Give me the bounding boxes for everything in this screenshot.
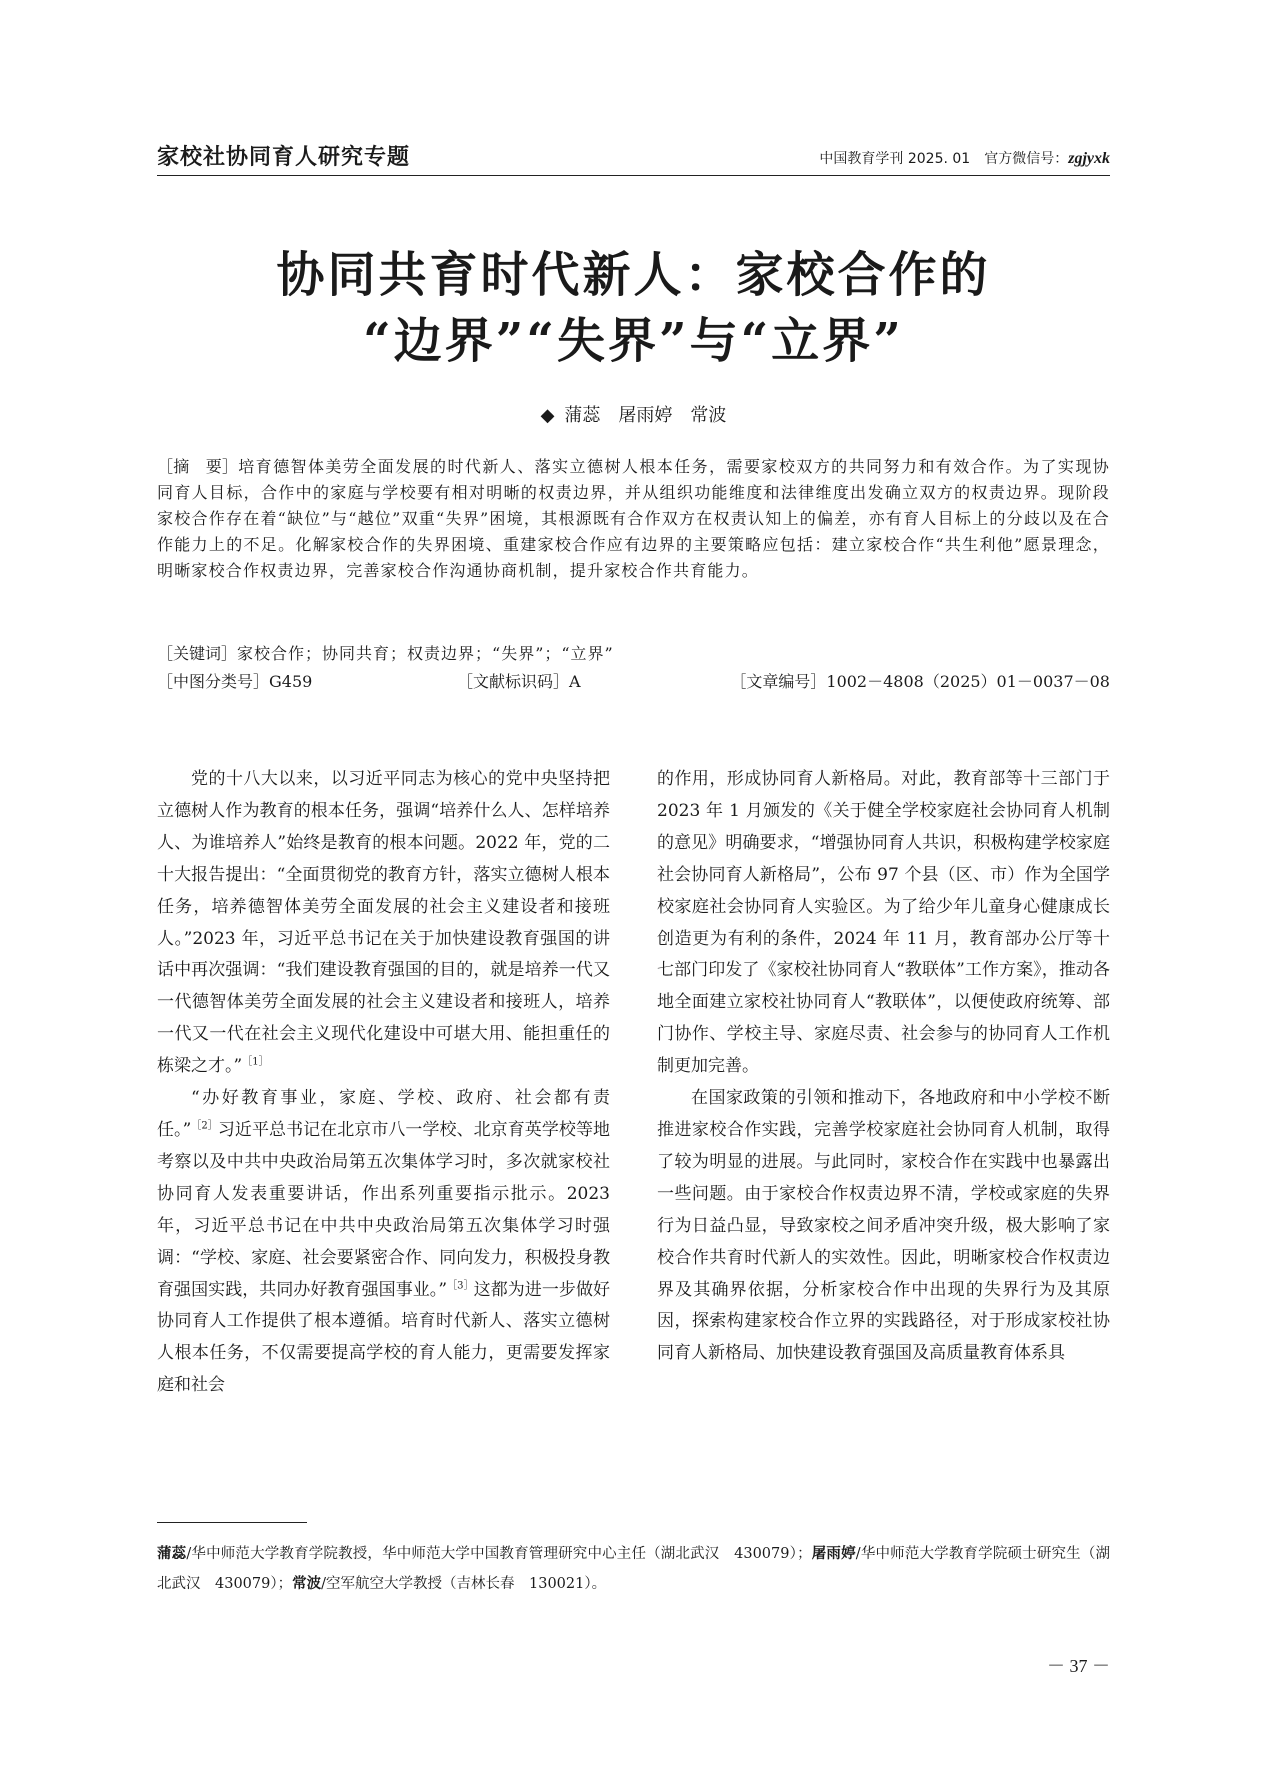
page-number: － 37 －: [1047, 1656, 1110, 1676]
clc-value: G459: [269, 672, 313, 691]
journal-issue: 中国教育学刊 2025. 01 官方微信号：: [819, 151, 1069, 167]
footnote-rule: [157, 1522, 307, 1523]
journal-info: [819, 149, 1110, 169]
paragraph-text: “办好教育事业，家庭、学校、政府、社会都有责任。”: [157, 1088, 610, 1140]
author-line: [157, 403, 1110, 429]
article-value: 1002－4808（2025）01－0037－08: [826, 672, 1110, 691]
footnote-author: 蒲蕊: [157, 1546, 187, 1562]
article-label: ［文章编号］: [730, 672, 827, 691]
keywords-text: 家校合作；协同共育；权责边界；“失界”；“立界”: [237, 644, 614, 663]
header-rule: [157, 175, 1110, 176]
title-line-2: “边界”“失界”与“立界”: [363, 313, 904, 369]
body-paragraph: [157, 1083, 610, 1402]
paper-page: [157, 0, 1110, 1772]
section-title: 家校社协同育人研究专题: [157, 145, 411, 170]
footnote-affiliation: /华中师范大学教育学院教授，华中师范大学中国教育管理研究中心主任（湖北武汉 430079）；: [186, 1546, 812, 1562]
paragraph-text: 习近平总书记在北京市八一学校、北京育英学校等地考察以及中共中央政治局第五次集体学习时，多次就家校社协同育人发表重要讲话，作出系列重要指示批示。2023 年，习近平总书记在中共中央政治局第五次集体学习时强调：“学校、家庭、社会要紧密合作、同向发力，积极投身教育强国实践，共同办好教育强国事业。”: [157, 1119, 610, 1300]
body-paragraph: [157, 764, 610, 1083]
author-footnote: [157, 1539, 1110, 1599]
footnote-author: 屠雨婷: [811, 1546, 856, 1562]
body-paragraph: 在国家政策的引领和推动下，各地政府和中小学校不断推进家校合作实践，完善学校家庭社会协同育人机制，取得了较为明显的进展。与此同时，家校合作在实践中也暴露出一些问题。由于家校合作权责边界不清，学校或家庭的失界行为日益凸显，导致家校之间矛盾冲突升级，极大影响了家校合作共育时代新人的实效性。因此，明晰家校合作权责边界及其确界依据，分析家校合作中出现的失界行为及其原因，探索构建家校合作立界的实践路径，对于形成家校社协同育人新格局、加快建设教育强国及高质量教育体系具: [657, 1088, 1110, 1364]
footnote-affiliation: /华中师范大学教育学院硕士研究生（湖北武汉 430079）；: [157, 1546, 1111, 1592]
article-title: [157, 242, 1110, 374]
clc-label: ［中图分类号］: [157, 672, 270, 691]
article-number: [730, 669, 1110, 695]
wechat-handle: zgjyxk: [1068, 150, 1110, 167]
abstract-label: ［摘 要］: [157, 457, 239, 476]
footnote-affiliation: /空军航空大学教授（吉林长春 130021）。: [321, 1576, 607, 1592]
document-code: [457, 669, 581, 695]
author-names: 蒲蕊 屠雨婷 常波: [564, 405, 727, 426]
paragraph-text: 这都为进一步做好协同育人工作提供了根本遵循。培育时代新人、落实立德树人根本任务，不仅需要提高学校的育人能力，更需要发挥家庭和社会: [157, 1279, 610, 1396]
abstract-text: 培育德智体美劳全面发展的时代新人、落实立德树人根本任务，需要家校双方的共同努力和有效合作。为了实现协同育人目标，合作中的家庭与学校要有相对明晰的权责边界，并从组织功能维度和法律维度出发确立双方的权责边界。现阶段家校合作存在着“缺位”与“越位”双重“失界”困境，其根源既有合作双方在权责认知上的偏差，亦有育人目标上的分歧以及在合作能力上的不足。化解家校合作的失界困境、重建家校合作应有边界的主要策略应包括：建立家校合作“共生利他”愿景理念，明晰家校合作权责边界，完善家校合作沟通协商机制，提升家校合作共育能力。: [157, 457, 1110, 580]
abstract: [157, 454, 1110, 584]
keywords: [157, 641, 1110, 667]
keywords-label: ［关键词］: [157, 644, 238, 663]
diamond-icon: ◆: [540, 405, 555, 426]
footnote-author: 常波: [292, 1576, 322, 1592]
running-header: [157, 144, 1110, 180]
title-line-1: 协同共育时代新人：家校合作的: [276, 247, 991, 303]
citation-ref: ［2］: [191, 1120, 218, 1132]
doc-label: ［文献标识码］: [457, 672, 570, 691]
doc-value: A: [569, 672, 581, 691]
paragraph-text: 党的十八大以来，以习近平同志为核心的党中央坚持把立德树人作为教育的根本任务，强调“培养什么人、怎样培养人、为谁培养人”始终是教育的根本问题。2022 年，党的二十大报告提出：“全面贯彻党的教育方针，落实立德树人根本任务，培养德智体美劳全面发展的社会主义建设者和接班人。”2023 年，习近平总书记在关于加快建设教育强国的讲话中再次强调：“我们建设教育强国的目的，就是培养一代又一代德智体美劳全面发展的社会主义建设者和接班人，培养一代又一代在社会主义现代化建设中可堪大用、能担重任的栋梁之才。”: [157, 769, 610, 1077]
citation-ref: ［3］: [447, 1279, 474, 1291]
body-column-right: [657, 764, 1110, 1370]
body-column-left: [157, 764, 610, 1402]
citation-ref: ［1］: [242, 1056, 269, 1068]
classification-row: [157, 669, 1110, 695]
body-paragraph: 的作用，形成协同育人新格局。对此，教育部等十三部门于 2023 年 1 月颁发的《关于健全学校家庭社会协同育人机制的意见》明确要求，“增强协同育人共识，积极构建学校家庭社会协同育人新格局”，公布 97 个县（区、市）作为全国学校家庭社会协同育人实验区。为了给少年儿童身心健康成长创造更为有利的条件，2024 年 11 月，教育部办公厅等十七部门印发了《家校社协同育人“教联体”工作方案》，推动各地全面建立家校社协同育人“教联体”，以便使政府统筹、部门协作、学校主导、家庭尽责、社会参与的协同育人工作机制更加完善。: [657, 769, 1110, 1077]
clc-number: [157, 669, 312, 695]
